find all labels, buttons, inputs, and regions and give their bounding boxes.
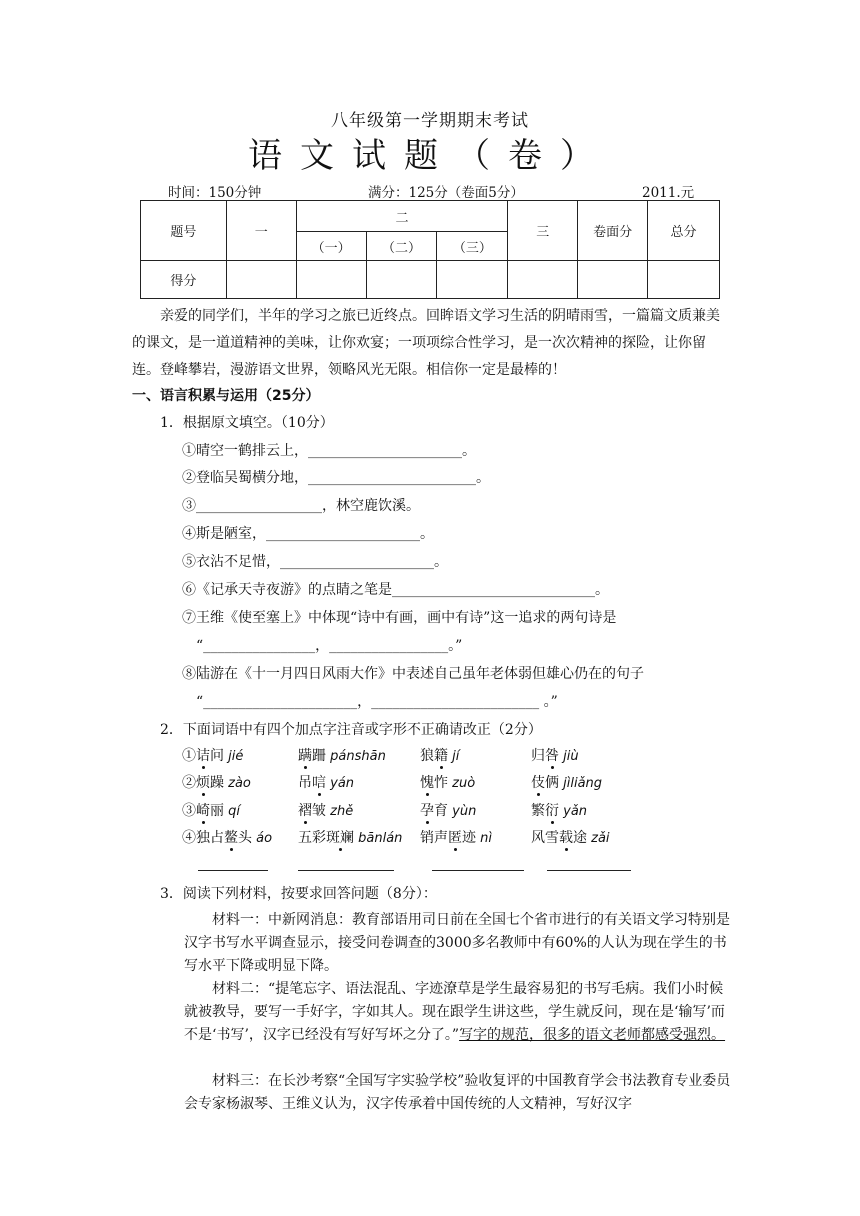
q2-pinyin: zhě xyxy=(326,804,354,819)
q2-pinyin: nì xyxy=(476,831,492,846)
material-3 xyxy=(184,1070,732,1116)
q2-dotted-char: 崎 xyxy=(196,803,210,819)
q2-word-suffix: 途 xyxy=(573,830,587,846)
answer-line[interactable] xyxy=(432,870,524,871)
q2-word xyxy=(182,801,240,822)
q2-pinyin: jiù xyxy=(559,749,579,764)
q2-word xyxy=(420,828,492,849)
q2-word xyxy=(182,828,272,849)
q2-word xyxy=(531,801,587,822)
q2-dotted-char: 咎 xyxy=(545,748,559,764)
q2-word xyxy=(531,746,579,767)
score-table xyxy=(140,200,720,299)
q3-title: 3．阅读下列材料，按要求回答问题（8分）： xyxy=(160,886,437,902)
q2-word-suffix: 怍 xyxy=(434,775,448,791)
section-1-title: 一、语言积累与运用（25分） xyxy=(132,388,320,404)
q2-pinyin: áo xyxy=(252,831,273,846)
answer-line[interactable] xyxy=(198,870,268,871)
q2-pinyin: yùn xyxy=(448,804,477,819)
score-table-col-1: 一 xyxy=(226,201,296,261)
q2-word-suffix: 皱 xyxy=(312,803,326,819)
q2-word-prefix: 归 xyxy=(531,748,545,764)
q1-item: ①晴空一鹤排云上，______________________。 xyxy=(182,443,476,459)
score-table-col-2: 二 xyxy=(296,201,508,232)
answer-line[interactable] xyxy=(547,870,631,871)
q2-word-prefix: ① xyxy=(182,748,196,764)
q2-word xyxy=(182,773,251,794)
material-2-text: 材料二：“提笔忘字、语法混乱、字迹潦草是学生最容易犯的书写毛病。我们小时候就被教导，要写一手好字，字如其人。现在跟学生讲这些，学生就反问，现在是‘输写’而不是‘书写’，汉字已经没有写好写坏之分了。” xyxy=(184,981,725,1043)
q2-pinyin: bānlán xyxy=(354,831,403,846)
material-1-text: 材料一：中新网消息：教育部语用司日前在全国七个省市进行的有关语文学习特别是汉字书写水平调查显示，接受问卷调查的3000多名教师中有60%的人认为现在学生的书写水平下降或明显下降。 xyxy=(184,912,730,974)
q2-dotted-char: 愧 xyxy=(420,775,434,791)
q1-item: “______________________，________________________ 。” xyxy=(196,694,558,710)
q2-word-prefix: ④独占 xyxy=(182,830,224,846)
q2-pinyin: zǎi xyxy=(587,831,610,846)
q2-word-suffix: 俩 xyxy=(545,775,559,791)
intro-text: 亲爱的同学们，半年的学习之旅已近终点。回眸语文学习生活的阴晴雨雪，一篇篇文质兼美的课文，是一道道精神的美味，让你欢宴；一项项综合性学习，是一次次精神的探险，让你留连。登峰攀岩，漫游语文世界，领略风光无限。相信你一定是最棒的！ xyxy=(132,308,720,378)
q2-dotted-char: 烦 xyxy=(196,775,210,791)
q2-dotted-char: 斑斓 xyxy=(326,830,354,846)
q2-dotted-char: 唁 xyxy=(312,775,326,791)
q2-word-suffix: 跚 xyxy=(312,748,326,764)
q2-word-prefix: 吊 xyxy=(298,775,312,791)
q2-dotted-char: 衍 xyxy=(545,803,559,819)
score-table-col-paper: 卷面分 xyxy=(578,201,648,261)
q2-dotted-char: 孕 xyxy=(420,803,434,819)
q2-pinyin: pánshān xyxy=(326,749,386,764)
q1-item: ⑧陆游在《十一月四日风雨大作》中表述自己虽年老体弱但雄心仍在的句子 xyxy=(182,666,644,682)
material-3-text: 材料三：在长沙考察“全国写字实验学校”验收复评的中国教育学会书法教育专业委员会专家杨淑琴、王维义认为，汉字传承着中国传统的人文精神，写好汉字 xyxy=(184,1073,731,1112)
q2-word xyxy=(182,746,243,767)
q2-word xyxy=(420,801,476,822)
score-table-sub-3: （三） xyxy=(437,232,508,261)
q1-item: ⑥《记承天寺夜游》的点睛之笔是_____________________________。 xyxy=(182,582,609,598)
q2-word xyxy=(298,801,353,822)
q2-word-suffix: 躁 xyxy=(210,775,224,791)
q1-item: ⑤衣沾不足惜，______________________。 xyxy=(182,554,448,570)
q2-word-prefix: ② xyxy=(182,775,196,791)
q1-item: ②登临吴蜀横分地，________________________。 xyxy=(182,470,490,486)
q2-dotted-char: 载 xyxy=(559,830,573,846)
q2-dotted-char: 伎 xyxy=(531,775,545,791)
q2-word-suffix: 问 xyxy=(210,748,224,764)
score-table-sub-1: （一） xyxy=(296,232,366,261)
q2-pinyin: yán xyxy=(326,776,355,791)
material-1 xyxy=(184,909,732,978)
score-table-sub-2: （二） xyxy=(366,232,437,261)
q2-dotted-char: 鳌 xyxy=(224,830,238,846)
q2-word xyxy=(420,746,459,767)
q2-pinyin: jí xyxy=(448,749,460,764)
q2-word-prefix: 繁 xyxy=(531,803,545,819)
material-2 xyxy=(184,978,732,1047)
q2-word xyxy=(298,746,386,767)
q2-word xyxy=(298,773,354,794)
q2-word-prefix: ③ xyxy=(182,803,196,819)
q1-title: 1．根据原文填空。（10分） xyxy=(160,415,334,431)
q2-pinyin: jìliǎng xyxy=(559,776,603,791)
q2-dotted-char: 蹒 xyxy=(298,748,312,764)
answer-line[interactable] xyxy=(298,870,394,871)
score-table-label-question: 题号 xyxy=(141,201,227,261)
exam-full-score: 满分：125分（卷面5分） xyxy=(368,185,524,201)
q2-word xyxy=(420,773,475,794)
q2-word-prefix: 五彩 xyxy=(298,830,326,846)
score-table-col-3: 三 xyxy=(508,201,578,261)
q2-pinyin: yǎn xyxy=(559,804,588,819)
q2-word-suffix: 迹 xyxy=(462,830,476,846)
q2-word-suffix: 丽 xyxy=(210,803,224,819)
score-cell[interactable] xyxy=(508,261,578,299)
q2-word-prefix: 风雪 xyxy=(531,830,559,846)
score-cell[interactable] xyxy=(437,261,508,299)
q2-dotted-char: 褶 xyxy=(298,803,312,819)
q2-word-suffix: 头 xyxy=(238,830,252,846)
score-table-label-score: 得分 xyxy=(141,261,227,299)
q2-word-suffix: 育 xyxy=(434,803,448,819)
q2-word xyxy=(531,828,610,849)
q2-dotted-char: 籍 xyxy=(434,748,448,764)
score-cell[interactable] xyxy=(296,261,366,299)
q1-item: “________________，_________________。” xyxy=(196,638,463,654)
exam-date: 2011.元 xyxy=(642,185,695,201)
q2-pinyin: jié xyxy=(224,749,244,764)
exam-subtitle: 八年级第一学期期末考试 xyxy=(331,111,529,131)
q1-item: ⑦王维《使至塞上》中体现“诗中有画，画中有诗”这一追求的两句诗是 xyxy=(182,610,617,626)
q2-word-prefix: 狼 xyxy=(420,748,434,764)
exam-title: 语文试题（卷） xyxy=(248,136,612,176)
intro-paragraph xyxy=(132,303,732,384)
q2-word xyxy=(531,773,602,794)
q2-dotted-char: 诘 xyxy=(196,748,210,764)
q2-pinyin: zuò xyxy=(448,776,476,791)
score-table-col-total: 总分 xyxy=(648,201,720,261)
q2-word-prefix: 销声 xyxy=(420,830,448,846)
material-2-underlined: 写字的规范，很多的语文老师都感受强烈。 xyxy=(459,1027,726,1043)
q2-title: 2．下面词语中有四个加点字注音或字形不正确请改正（2分） xyxy=(160,722,542,738)
q1-item: ③__________________，林空鹿饮溪。 xyxy=(182,498,420,514)
q2-pinyin: zào xyxy=(224,776,251,791)
score-cell[interactable] xyxy=(648,261,720,299)
score-cell[interactable] xyxy=(578,261,648,299)
exam-time: 时间：150分钟 xyxy=(168,185,262,201)
q2-pinyin: qí xyxy=(224,804,240,819)
q1-item: ④斯是陋室，______________________。 xyxy=(182,526,434,542)
q2-dotted-char: 匿 xyxy=(448,830,462,846)
score-cell[interactable] xyxy=(366,261,437,299)
score-cell[interactable] xyxy=(226,261,296,299)
q2-word xyxy=(298,828,402,849)
